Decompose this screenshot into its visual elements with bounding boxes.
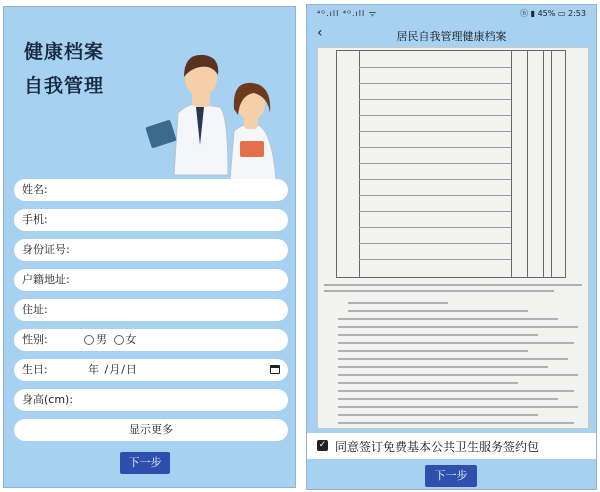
phone-label: 手机:	[22, 213, 48, 226]
gender-female-radio[interactable]	[114, 335, 124, 345]
next-step-button-right[interactable]: 下一步	[425, 465, 477, 487]
birthday-value: 年 /月/日	[88, 363, 138, 376]
next-step-button-left[interactable]: 下一步	[120, 452, 170, 474]
gender-field	[14, 329, 288, 351]
document-table	[336, 50, 566, 278]
gender-male-label: 男	[96, 333, 107, 346]
address-label: 住址:	[22, 303, 48, 316]
hero-title-line2: 自我管理	[24, 75, 105, 97]
gender-label: 性别:	[22, 333, 48, 346]
birthday-label: 生日:	[22, 363, 48, 376]
consent-row[interactable]	[307, 433, 596, 459]
left-phone-screen	[3, 6, 296, 488]
consent-label: 同意签订免费基本公共卫生服务签约包	[335, 440, 540, 454]
name-field[interactable]	[14, 179, 288, 201]
status-right: ⓝ ▮ 45% ▭ 2:53	[520, 9, 586, 18]
id-number-label: 身份证号:	[22, 243, 70, 256]
nav-bar	[307, 23, 596, 45]
address-field[interactable]	[14, 299, 288, 321]
birthday-field[interactable]	[14, 359, 288, 381]
show-more-button[interactable]: 显示更多	[14, 419, 288, 441]
household-address-field[interactable]	[14, 269, 288, 291]
height-field[interactable]	[14, 389, 288, 411]
id-number-field[interactable]	[14, 239, 288, 261]
signal-icons: ⁴ᴳ.ıll ⁴ᴳ.ıll ᯤ	[317, 9, 378, 18]
gender-female-label: 女	[125, 333, 137, 346]
doctors-illustration	[142, 35, 292, 185]
hero-title-line1: 健康档案	[24, 41, 105, 63]
calendar-icon[interactable]	[270, 365, 280, 374]
phone-field[interactable]	[14, 209, 288, 231]
gender-male-radio[interactable]	[84, 335, 94, 345]
household-address-label: 户籍地址:	[22, 273, 70, 286]
name-label: 姓名:	[22, 183, 48, 196]
back-arrow-icon[interactable]: ‹	[317, 25, 323, 41]
document-preview[interactable]	[317, 47, 589, 429]
right-phone-screen	[306, 4, 597, 490]
page-title: 居民自我管理健康档案	[396, 30, 507, 43]
status-bar	[307, 5, 596, 21]
consent-checkbox[interactable]: ✓	[318, 440, 327, 450]
height-label: 身高(cm):	[22, 393, 74, 406]
